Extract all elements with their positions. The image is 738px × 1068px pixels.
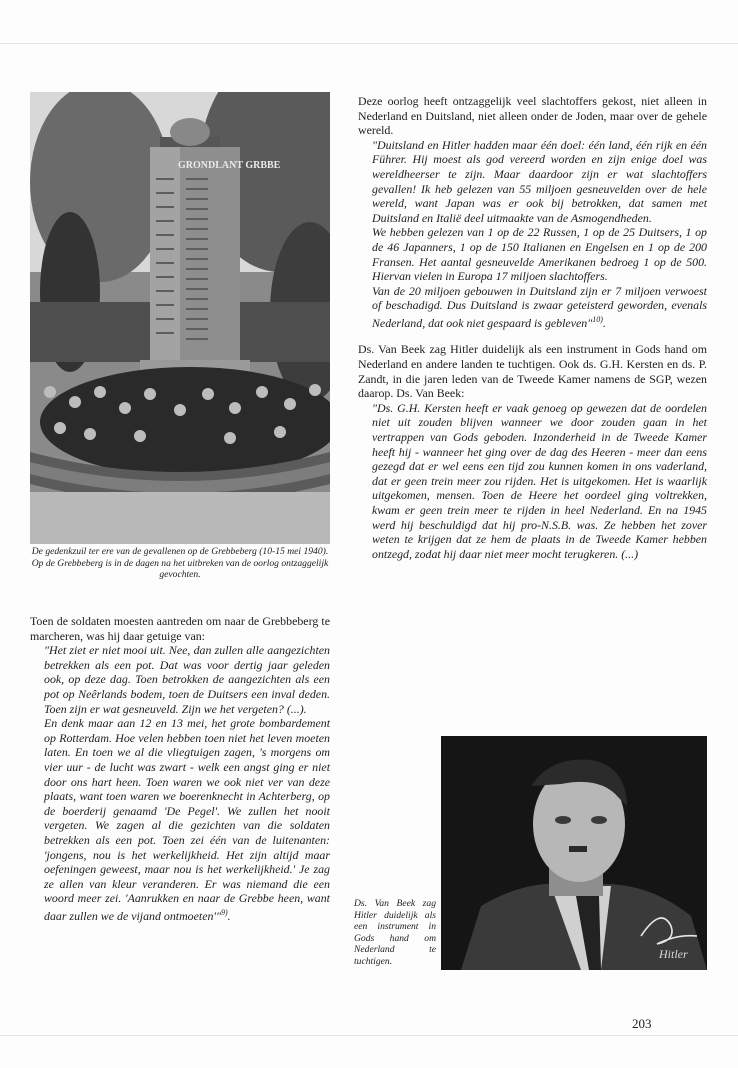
memorial-photo [30, 92, 330, 544]
left-quote-2-text: En denk maar aan 12 en 13 mei, het grote bombardement op Rotterdam. Hoe velen hebben toen niet het leven moeten laten. En toen we al die vliegtuigen zagen, 's morgens om vier uur - de lucht was zwart - welk een angst ging er niet door ons hart heen. Toen waren we ook niet ver van deze plaats, want toen waren we boerenknecht in Achterberg, op de boerderij genaamd 'De Pegel'. We zullen het nooit vergeten. We zagen al die gezichten van die soldaten betrekken als een pot. Toen zei één van de luitenanten: 'jongens, nou is het werkelijkheid. Het zijn altijd maar oefeningen geweest, maar nou is het werkelijkheid.' Je zag ze allen van kleur veranderen. Er was niemand die een woord meer zei. 'Aanrukken en naar de Grebbe heen, want daar zullen we de vijand ontmoeten'" [44, 716, 330, 923]
portrait-photo-drawing [441, 736, 707, 970]
right-quote-3: Van de 20 miljoen gebouwen in Duitsland zijn er 7 miljoen verwoest of beschadigd. Dus Duitsland is zwaar geteisterd geworden, evenals Nederland, dat ook niet gespaard is gebleven"$^{10)}$. [372, 283, 707, 330]
right-text-column [358, 94, 707, 561]
right-quote-1: "Duitsland en Hitler hadden maar één doel: één land, één rijk en één Führer. Hij moest als god vereerd worden en zijn enige doel was wereldheerser te zijn. Maar daardoor zijn er wat slachtoffers gevallen! Ik heb gelezen van 55 miljoen gesneuvelden over de hele wereld, want Japan was er ook bij betrokken, dat samen met Duitsland en Italië deel uitmaakte van de Asmogendheden. [372, 137, 707, 225]
right-quote-4: "Ds. G.H. Kersten heeft er vaak genoeg op gewezen dat de oordelen niet uit zouden blijven wanneer we door zouden gaan in het vertrappen van Gods geboden. Inzonderheid in de Tweede Kamer heeft hij - wanneer het ging over de dag des Heeren - meer dan eens gezegd dat er wel eens een tijd zou kunnen komen in ons vaderland, dat er geen trein meer zou rijden. Het is uitgekomen. Het is waarlijk uitgekomen, mensen. Toen de Heere het oordeel ging voltrekken, kwam er geen trein meer te rijden in heel Nederland. En na 1945 werd hij beschuldigd dat hij pro-N.S.B. was. Ze hebben het zover weten te krijgen dat ze hem de plaats in de Tweede Kamer hebben ontzegd, zodat hij daar niet meer mocht terugkeren. (...) [372, 400, 707, 561]
footnote-9: 9) [220, 907, 228, 917]
portrait-photo [441, 736, 707, 970]
left-intro: Toen de soldaten moesten aantreden om naar de Grebbeberg te marcheren, was hij daar getuige van: [30, 614, 330, 643]
right-intro: Deze oorlog heeft ontzaggelijk veel slachtoffers gekost, niet alleen in Nederland en Duitsland, niet alleen onder de Joden, maar over de gehele wereld. [358, 94, 707, 138]
footnote-10: 10) [592, 314, 603, 324]
page-number: 203 [632, 1016, 652, 1031]
left-quote-1: "Het ziet er niet mooi uit. Nee, dan zullen alle aangezichten betrekken als een pot. Dat was voor dertig jaar geleden ook, op deze dag. Toen betrokken de aangezichten als een pot op Neêrlands bodem, toen de Duitsers een inval deden. Toen zijn er wat gesneuveld. Zijn we het vergeten? (...). [44, 643, 330, 716]
top-rule [0, 43, 738, 44]
bottom-rule [0, 1035, 738, 1036]
memorial-caption: De gedenkzuil ter ere van de gevallenen op de Grebbeberg (10-15 mei 1940). Op de Grebbeberg is in de dagen na het uitbreken van de oorlog ontzaggelijk gevochten. [31, 546, 329, 581]
right-quote-2: We hebben gelezen van 1 op de 22 Russen, 1 op de 25 Duitsers, 1 op de 46 Japanners, 1 op de 150 Italianen en Engelsen en 1 op de 200 Fransen. Het aantal gesneuvelde Amerikanen bedroeg 1 op de 500. Hiervan vielen in Europa 17 miljoen slachtoffers. [372, 225, 707, 284]
memorial-inscription: GRONDLANT GRBBE [178, 160, 281, 171]
right-paragraph-2: Ds. Van Beek zag Hitler duidelijk als een instrument in Gods hand om Nederland en andere landen te tuchtigen. Ook ds. G.H. Kersten en ds. P. Zandt, in die jaren leden van de Tweede Kamer namens de SGP, wezen daarop. Ds. Van Beek: [358, 342, 707, 401]
right-quote-3-text: Van de 20 miljoen gebouwen in Duitsland zijn er 7 miljoen verwoest of beschadigd. Dus Duitsland is zwaar geteisterd geworden, evenals Nederland, dat ook niet gespaard is gebleven" [372, 283, 707, 330]
portrait-caption: Ds. Van Beek zag Hitler duidelijk als een instrument in Gods hand om Nederland te tuchtigen. [354, 898, 436, 967]
memorial-photo-drawing [30, 92, 330, 544]
portrait-signature: Hitler [659, 947, 688, 961]
left-text-column [30, 614, 330, 923]
left-quote-2: En denk maar aan 12 en 13 mei, het grote bombardement op Rotterdam. Hoe velen hebben toen niet het leven moeten laten. En toen we al die vliegtuigen zagen, 's morgens om vier uur - de lucht was zwart - welk een angst ging er niet door ons hart heen. Toen waren we ook niet ver van deze plaats, want toen waren we boerenknecht in Achterberg, op de boerderij genaamd 'De Pegel'. We zullen het nooit vergeten. We zagen al die gezichten van die soldaten betrekken als een pot. Toen zei één van de luitenanten: 'jongens, nou is het werkelijkheid. Het zijn altijd maar oefeningen geweest, maar nou is het werkelijkheid.' Je zag ze allen van kleur veranderen. Er was niemand die een woord meer zei. 'Aanrukken en naar de Grebbe heen, want daar zullen we de vijand ontmoeten'"$^{9)}$. [44, 716, 330, 923]
